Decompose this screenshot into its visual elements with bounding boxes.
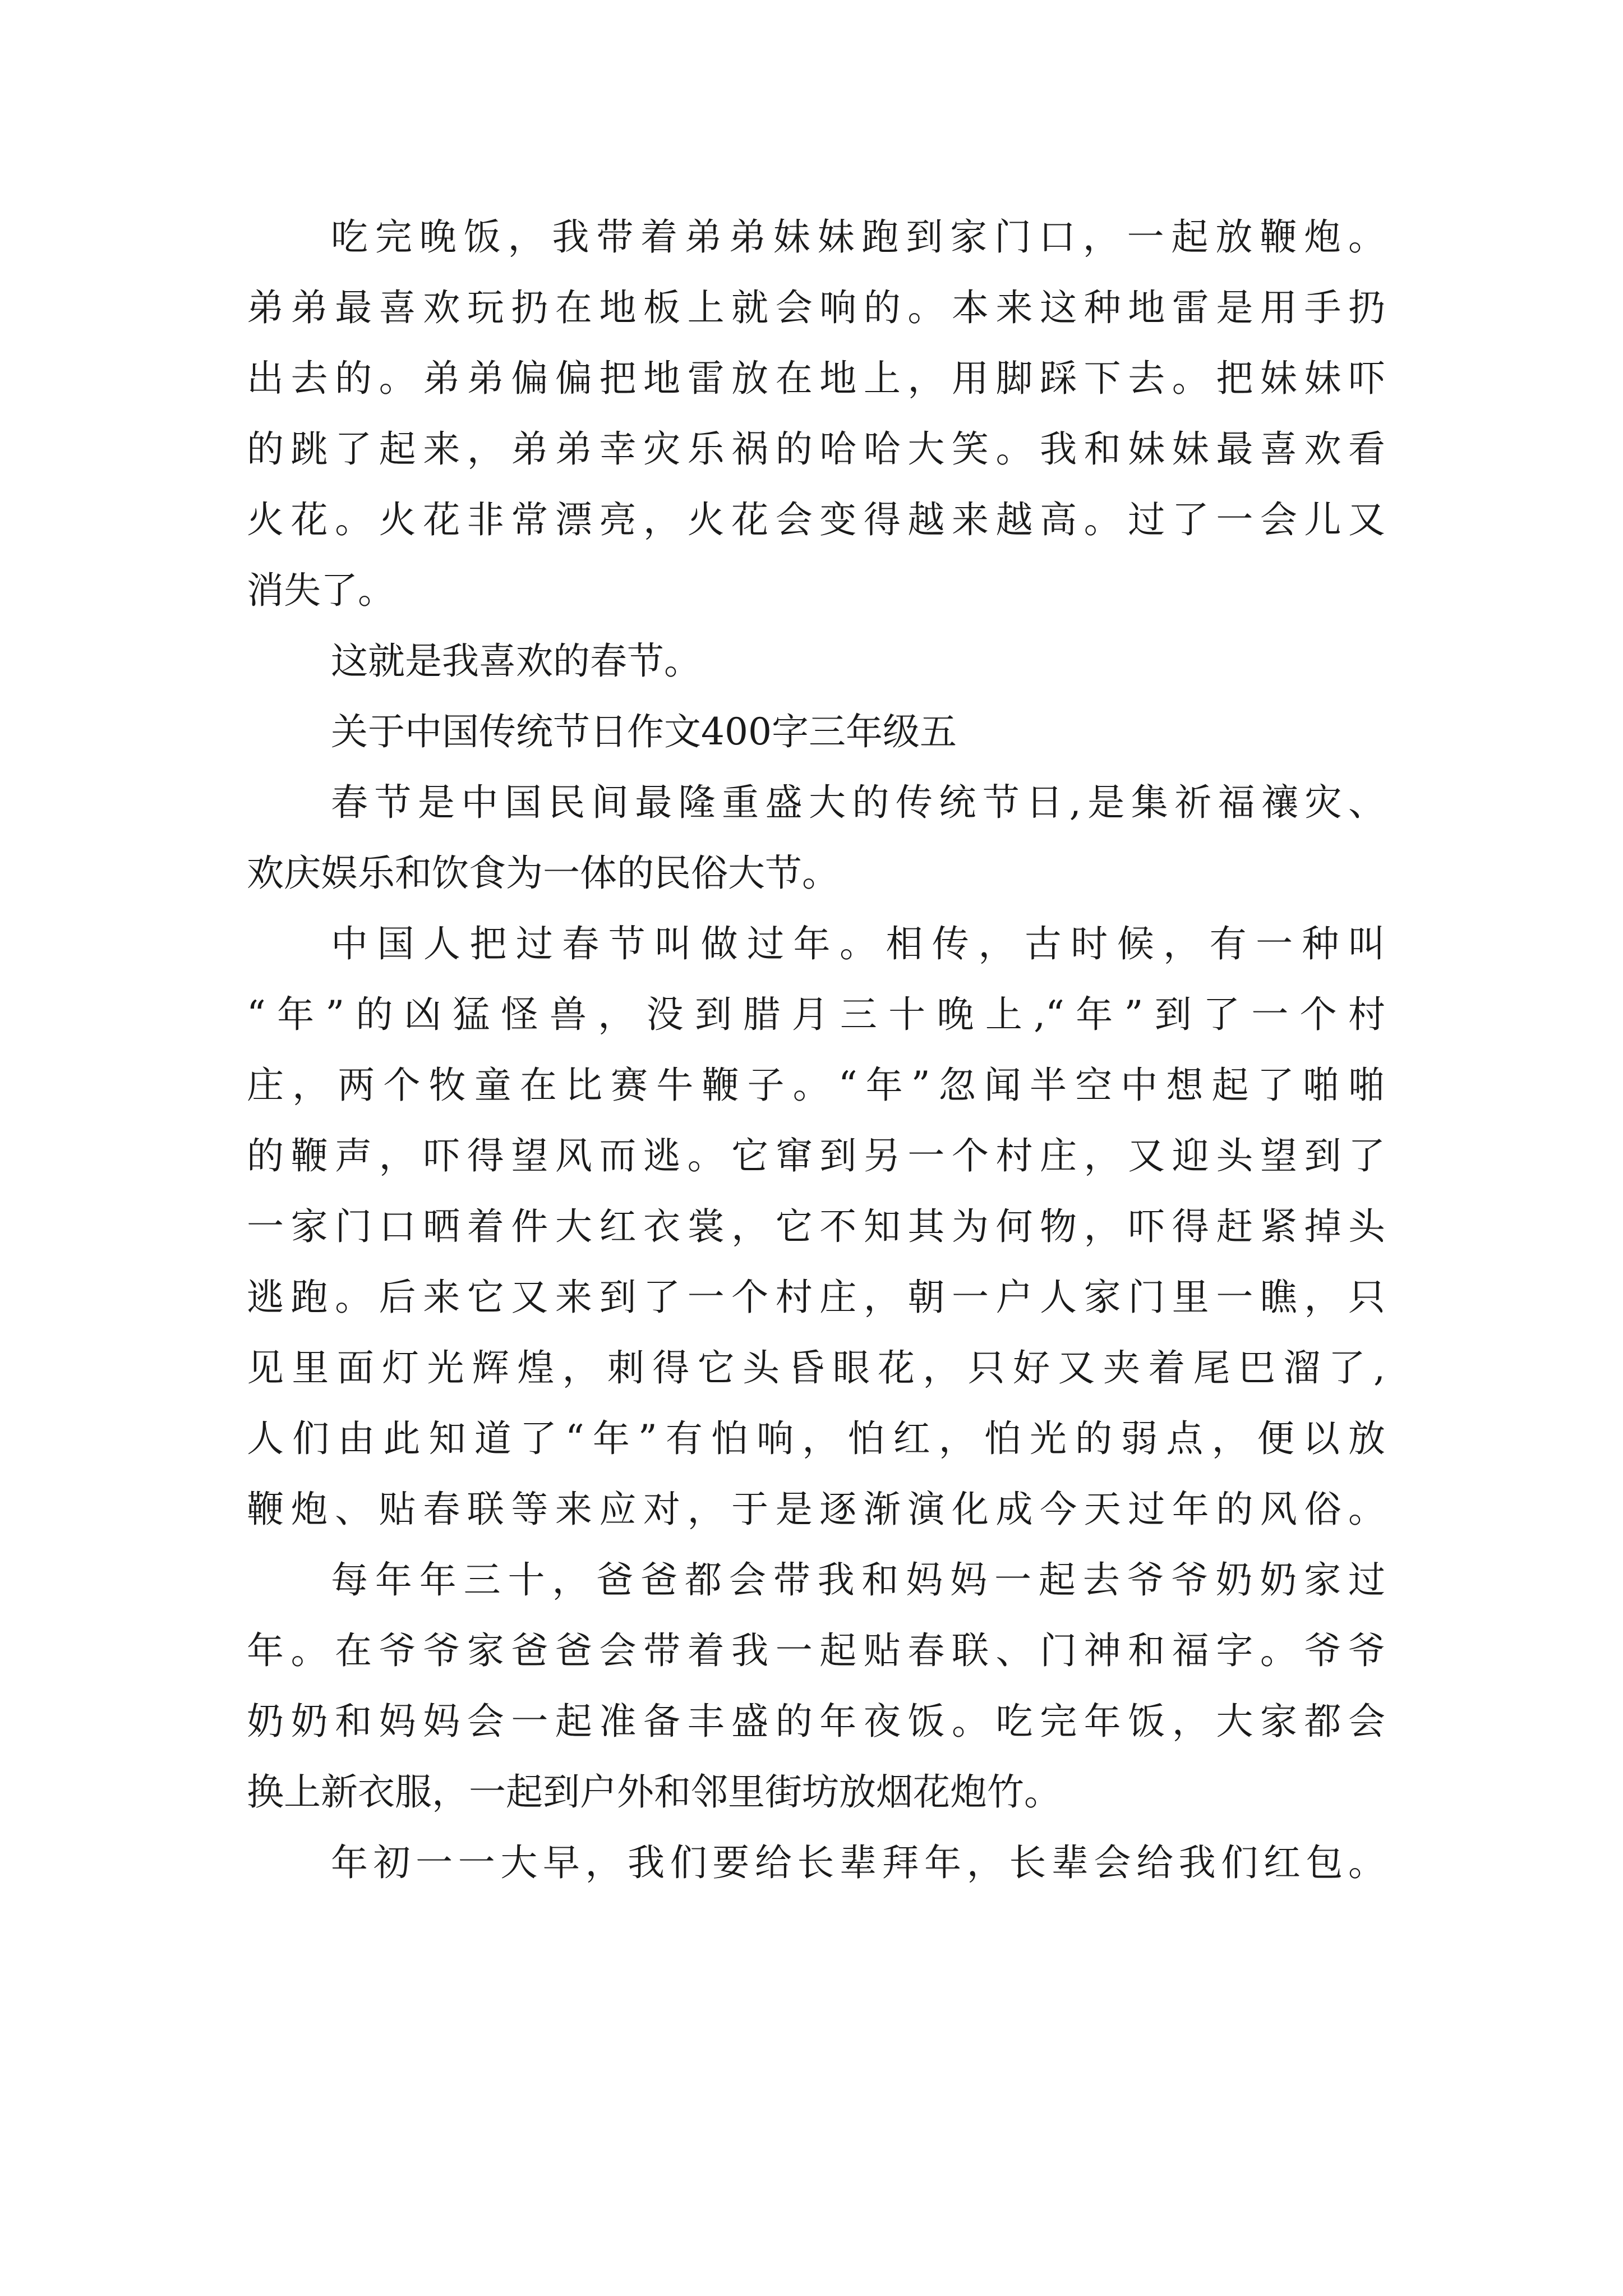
text-line: 见里面灯光辉煌，刺得它头昏眼花，只好又夹着尾巴溜了, [247, 1346, 1385, 1389]
text-line: 吃完晚饭，我带着弟弟妹妹跑到家门口，一起放鞭炮。 [331, 215, 1385, 259]
text-line: 的跳了起来，弟弟幸灾乐祸的哈哈大笑。我和妹妹最喜欢看 [247, 427, 1385, 471]
text-line: 弟弟最喜欢玩扔在地板上就会响的。本来这种地雷是用手扔 [247, 286, 1385, 329]
text-line: 一家门口晒着件大红衣裳，它不知其为何物，吓得赶紧掉头 [247, 1205, 1385, 1248]
section-heading: 关于中国传统节日作文400字三年级五 [331, 710, 957, 753]
text-line: 奶奶和妈妈会一起准备丰盛的年夜饭。吃完年饭，大家都会 [247, 1700, 1385, 1743]
text-line: “年”的凶猛怪兽，没到腊月三十晚上,“年”到了一个村 [247, 993, 1385, 1036]
text-line: 这就是我喜欢的春节。 [331, 639, 701, 683]
text-line: 火花。火花非常漂亮，火花会变得越来越高。过了一会儿又 [247, 498, 1385, 541]
text-line: 中国人把过春节叫做过年。相传，古时候，有一种叫 [331, 922, 1385, 965]
text-line: 每年年三十，爸爸都会带我和妈妈一起去爷爷奶奶家过 [331, 1558, 1385, 1602]
text-line: 换上新衣服，一起到户外和邻里街坊放烟花炮竹。 [247, 1770, 1061, 1814]
text-line: 春节是中国民间最隆重盛大的传统节日,是集祈福禳灾、 [331, 781, 1385, 824]
text-line: 逃跑。后来它又来到了一个村庄，朝一户人家门里一瞧，只 [247, 1276, 1385, 1319]
document-body [247, 202, 1385, 1898]
text-line: 的鞭声，吓得望风而逃。它窜到另一个村庄，又迎头望到了 [247, 1134, 1385, 1177]
text-line: 年初一一大早，我们要给长辈拜年，长辈会给我们红包。 [331, 1841, 1385, 1884]
text-line: 人们由此知道了“年”有怕响，怕红，怕光的弱点，便以放 [247, 1417, 1385, 1460]
text-line: 年。在爷爷家爸爸会带着我一起贴春联、门神和福字。爷爷 [247, 1629, 1385, 1672]
text-line: 出去的。弟弟偏偏把地雷放在地上，用脚踩下去。把妹妹吓 [247, 357, 1385, 400]
text-line: 庄，两个牧童在比赛牛鞭子。“年”忽闻半空中想起了啪啪 [247, 1064, 1385, 1107]
text-line: 鞭炮、贴春联等来应对，于是逐渐演化成今天过年的风俗。 [247, 1488, 1385, 1531]
text-line: 欢庆娱乐和饮食为一体的民俗大节。 [247, 852, 839, 895]
text-line: 消失了。 [247, 569, 395, 612]
